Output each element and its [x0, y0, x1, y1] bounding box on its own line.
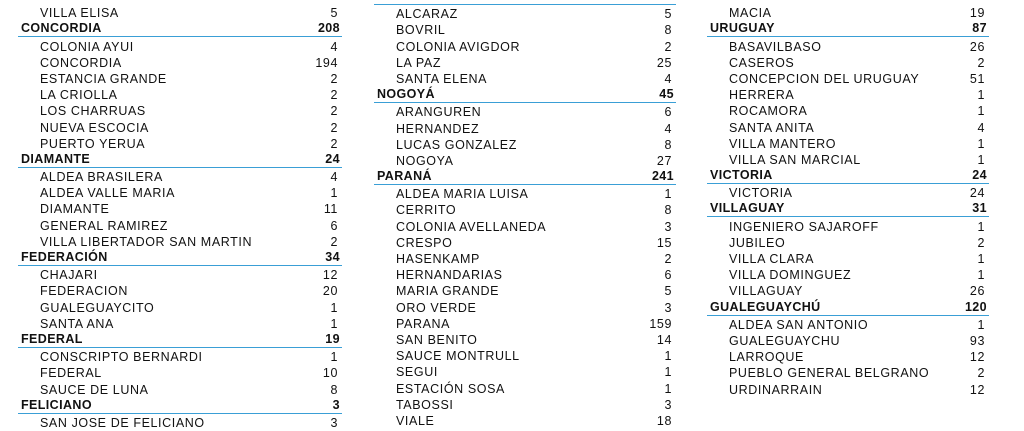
department-name: GUALEGUAYCHÚ [710, 299, 821, 314]
department-name: URUGUAY [710, 21, 775, 36]
department-group [18, 398, 342, 431]
department-total: 45 [659, 87, 674, 102]
department-group [18, 21, 342, 152]
locality-name: ALDEA BRASILERA [40, 170, 163, 185]
locality-row [374, 251, 676, 267]
locality-count: 3 [664, 219, 672, 234]
locality-name: ALDEA SAN ANTONIO [729, 317, 869, 332]
column-3 [707, 0, 989, 398]
locality-count: 26 [969, 39, 985, 54]
locality-count: 1 [977, 317, 985, 332]
locality-name: MACIA [729, 6, 772, 21]
locality-row [374, 104, 676, 120]
locality-row [374, 332, 676, 348]
locality-count: 2 [330, 120, 338, 135]
locality-count: 1 [330, 316, 338, 331]
locality-row [374, 153, 676, 169]
locality-count: 1 [664, 365, 672, 380]
locality-row [374, 397, 676, 413]
department-group [18, 332, 342, 398]
department-group [707, 0, 989, 21]
department-group [374, 169, 676, 429]
locality-name: COLONIA AVELLANEDA [396, 219, 547, 234]
department-header [707, 21, 989, 37]
locality-name: ESTACIÓN SOSA [396, 381, 505, 396]
department-header [18, 21, 342, 37]
locality-count: 1 [664, 187, 672, 202]
locality-count: 2 [330, 104, 338, 119]
locality-row [18, 283, 342, 299]
locality-name: VILLA SAN MARCIAL [729, 152, 861, 167]
department-header [18, 152, 342, 168]
locality-row [374, 235, 676, 251]
department-group [18, 0, 342, 21]
department-group [18, 250, 342, 332]
locality-count: 2 [330, 71, 338, 86]
locality-name: HERNANDEZ [396, 121, 480, 136]
locality-name: MARIA GRANDE [396, 284, 500, 299]
department-header [18, 250, 342, 266]
locality-row [374, 55, 676, 71]
locality-count: 4 [664, 121, 672, 136]
locality-name: LA CRIOLLA [40, 88, 118, 103]
locality-count: 1 [977, 268, 985, 283]
locality-name: GUALEGUAYCITO [40, 300, 155, 315]
locality-name: ESTANCIA GRANDE [40, 71, 167, 86]
locality-row [374, 364, 676, 380]
locality-name: ROCAMORA [729, 104, 808, 119]
locality-count: 2 [664, 252, 672, 266]
locality-count: 1 [977, 88, 985, 103]
locality-name: CONSCRIPTO BERNARDI [40, 350, 203, 365]
locality-name: LARROQUE [729, 350, 804, 365]
locality-count: 12 [969, 382, 985, 397]
department-header [18, 332, 342, 348]
locality-name: CONCORDIA [40, 55, 122, 70]
department-name: DIAMANTE [21, 151, 91, 166]
department-group [707, 201, 989, 299]
locality-name: LA PAZ [396, 55, 442, 70]
department-header [374, 87, 676, 103]
locality-name: HASENKAMP [396, 252, 480, 266]
locality-row [18, 382, 342, 398]
locality-row [374, 300, 676, 316]
locality-row [18, 234, 342, 250]
locality-name: SANTA ELENA [396, 71, 488, 86]
locality-name: ORO VERDE [396, 300, 477, 315]
locality-row [707, 87, 989, 103]
locality-row [18, 267, 342, 283]
locality-row [18, 365, 342, 381]
locality-name: HERRERA [729, 88, 795, 103]
locality-name: VILLA CLARA [729, 252, 815, 266]
locality-name: SAUCE DE LUNA [40, 382, 149, 397]
locality-name: CONCEPCION DEL URUGUAY [729, 71, 920, 86]
locality-count: 2 [330, 136, 338, 151]
department-name: FEDERACIÓN [21, 250, 108, 264]
locality-count: 5 [330, 6, 338, 21]
department-name: NOGOYÁ [377, 87, 435, 102]
locality-count: 12 [322, 268, 338, 283]
locality-row [707, 136, 989, 152]
locality-row [18, 103, 342, 119]
locality-row [374, 121, 676, 137]
department-name: PARANÁ [377, 169, 432, 184]
locality-row [374, 22, 676, 38]
locality-row [707, 283, 989, 299]
locality-name: PUEBLO GENERAL BELGRANO [729, 366, 930, 381]
locality-count: 3 [664, 300, 672, 315]
department-group [707, 168, 989, 201]
locality-name: SAUCE MONTRULL [396, 349, 520, 364]
department-group [374, 87, 676, 169]
department-total: 31 [972, 201, 987, 216]
locality-name: GENERAL RAMIREZ [40, 218, 169, 233]
locality-row [374, 6, 676, 22]
locality-name: CASEROS [729, 55, 795, 70]
locality-name: LOS CHARRUAS [40, 104, 146, 119]
department-name: FELICIANO [21, 397, 92, 412]
locality-row [707, 317, 989, 333]
locality-count: 5 [664, 7, 672, 22]
locality-row [374, 39, 676, 55]
locality-row [374, 381, 676, 397]
locality-count: 1 [664, 349, 672, 364]
locality-name: ALDEA VALLE MARIA [40, 186, 176, 201]
locality-count: 20 [322, 284, 338, 299]
locality-row [374, 316, 676, 332]
locality-name: CHAJARI [40, 268, 98, 283]
locality-row [707, 39, 989, 55]
locality-count: 25 [656, 55, 672, 70]
locality-count: 6 [664, 268, 672, 283]
locality-row [707, 349, 989, 365]
locality-count: 1 [330, 186, 338, 201]
locality-count: 2 [664, 39, 672, 54]
locality-name: HERNANDARIAS [396, 268, 503, 283]
locality-count: 8 [330, 382, 338, 397]
column-2 [374, 0, 676, 429]
locality-row [707, 251, 989, 267]
locality-count: 2 [330, 234, 338, 249]
locality-name: VILLAGUAY [729, 284, 803, 299]
locality-name: CRESPO [396, 235, 453, 250]
locality-name: URDINARRAIN [729, 382, 823, 397]
column-1 [18, 0, 342, 431]
locality-name: VIALE [396, 413, 435, 428]
locality-name: PARANA [396, 316, 451, 331]
locality-name: VILLA MANTERO [729, 136, 837, 151]
locality-count: 1 [664, 381, 672, 396]
locality-count: 8 [664, 23, 672, 38]
department-total: 24 [325, 151, 340, 166]
locality-row [707, 382, 989, 398]
locality-name: CERRITO [396, 203, 457, 218]
locality-count: 6 [330, 218, 338, 233]
department-total: 208 [317, 21, 340, 36]
locality-count: 5 [664, 284, 672, 299]
department-total: 3 [332, 397, 340, 412]
locality-count: 11 [323, 202, 338, 217]
locality-count: 4 [330, 170, 338, 185]
locality-row [707, 333, 989, 349]
locality-row [18, 300, 342, 316]
locality-count: 159 [649, 316, 672, 331]
department-header [707, 300, 989, 316]
locality-row [707, 267, 989, 283]
locality-row [707, 365, 989, 381]
locality-name: COLONIA AVIGDOR [396, 39, 521, 54]
department-name: CONCORDIA [21, 21, 102, 36]
locality-count: 1 [977, 219, 985, 234]
department-total: 24 [972, 168, 987, 183]
locality-row [374, 202, 676, 218]
locality-name: PUERTO YERUA [40, 136, 146, 151]
locality-row [374, 137, 676, 153]
locality-row [18, 349, 342, 365]
locality-count: 26 [969, 284, 985, 299]
locality-count: 18 [656, 413, 672, 428]
department-group [18, 152, 342, 250]
locality-name: VILLA DOMINGUEZ [729, 268, 852, 283]
locality-row [374, 283, 676, 299]
locality-count: 6 [664, 105, 672, 120]
locality-name: FEDERAL [40, 366, 102, 381]
locality-count: 14 [656, 332, 672, 347]
department-total: 87 [972, 21, 987, 36]
department-header [374, 0, 676, 5]
locality-row [707, 55, 989, 71]
locality-row [707, 5, 989, 21]
department-header [374, 169, 676, 185]
locality-row [374, 348, 676, 364]
locality-name: SAN JOSE DE FELICIANO [40, 415, 205, 430]
locality-name: VILLA LIBERTADOR SAN MARTIN [40, 234, 253, 249]
department-group [374, 0, 676, 87]
locality-name: ARANGUREN [396, 105, 482, 120]
department-name: VILLAGUAY [710, 201, 785, 216]
locality-row [707, 235, 989, 251]
locality-count: 10 [322, 366, 338, 381]
locality-count: 2 [977, 55, 985, 70]
locality-row [18, 136, 342, 152]
department-total: 34 [325, 250, 340, 264]
locality-count: 27 [656, 153, 672, 168]
locality-name: ALDEA MARIA LUISA [396, 187, 529, 202]
department-total: 19 [325, 331, 340, 346]
locality-count: 1 [977, 104, 985, 119]
locality-row [374, 71, 676, 87]
locality-count: 4 [330, 39, 338, 54]
locality-count: 2 [977, 366, 985, 381]
locality-count: 194 [315, 55, 338, 70]
locality-name: VICTORIA [729, 186, 793, 201]
locality-row [18, 185, 342, 201]
locality-name: NUEVA ESCOCIA [40, 120, 149, 135]
locality-name: LUCAS GONZALEZ [396, 137, 517, 152]
department-group [707, 300, 989, 398]
locality-count: 15 [656, 235, 672, 250]
locality-count: 8 [664, 137, 672, 152]
locality-row [18, 39, 342, 55]
locality-row [18, 55, 342, 71]
locality-count: 4 [977, 120, 985, 135]
locality-count: 2 [977, 235, 985, 250]
locality-name: BOVRIL [396, 23, 446, 38]
locality-count: 19 [969, 6, 985, 21]
locality-count: 8 [664, 203, 672, 218]
locality-name: COLONIA AYUI [40, 39, 134, 54]
locality-row [707, 185, 989, 201]
locality-name: JUBILEO [729, 235, 786, 250]
locality-row [707, 103, 989, 119]
locality-row [18, 71, 342, 87]
locality-count: 51 [969, 71, 985, 86]
locality-row [18, 5, 342, 21]
locality-count: 1 [330, 300, 338, 315]
locality-row [18, 218, 342, 234]
locality-name: VILLA ELISA [40, 6, 119, 21]
department-header [707, 201, 989, 217]
locality-name: SANTA ANITA [729, 120, 815, 135]
department-total: 120 [964, 299, 987, 314]
locality-count: 2 [330, 88, 338, 103]
locality-row [707, 120, 989, 136]
locality-row [374, 186, 676, 202]
locality-name: DIAMANTE [40, 202, 110, 217]
locality-row [707, 219, 989, 235]
department-name: VICTORIA [710, 168, 773, 183]
locality-count: 93 [969, 333, 985, 348]
locality-count: 3 [330, 415, 338, 430]
locality-row [707, 152, 989, 168]
locality-count: 1 [977, 252, 985, 266]
locality-row [374, 219, 676, 235]
locality-row [707, 71, 989, 87]
locality-name: SANTA ANA [40, 316, 114, 331]
locality-count: 1 [330, 350, 338, 365]
locality-count: 1 [977, 136, 985, 151]
locality-row [18, 120, 342, 136]
locality-name: INGENIERO SAJAROFF [729, 219, 879, 234]
department-total: 241 [651, 169, 674, 184]
locality-row [18, 415, 342, 431]
locality-row [18, 316, 342, 332]
locality-name: ALCARAZ [396, 7, 458, 22]
locality-row [18, 87, 342, 103]
locality-name: FEDERACION [40, 284, 128, 299]
locality-count: 3 [664, 397, 672, 412]
locality-name: SAN BENITO [396, 332, 478, 347]
locality-count: 24 [969, 186, 985, 201]
locality-name: NOGOYA [396, 153, 454, 168]
locality-row [18, 169, 342, 185]
department-group [707, 21, 989, 168]
locality-name: SEGUI [396, 365, 438, 380]
locality-row [374, 267, 676, 283]
locality-count: 1 [977, 152, 985, 167]
department-name: FEDERAL [21, 331, 83, 346]
locality-name: BASAVILBASO [729, 39, 822, 54]
locality-name: GUALEGUAYCHU [729, 333, 841, 348]
department-header [18, 398, 342, 414]
locality-count: 4 [664, 71, 672, 86]
locality-count: 12 [969, 350, 985, 365]
locality-row [18, 201, 342, 217]
department-header [707, 168, 989, 184]
locality-name: TABOSSI [396, 397, 454, 412]
